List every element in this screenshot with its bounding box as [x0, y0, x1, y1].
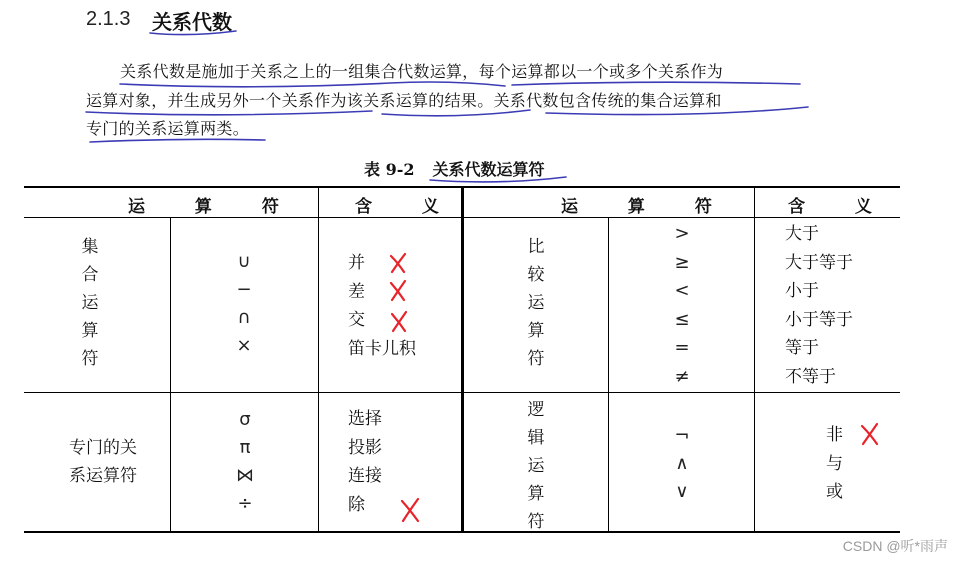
- paragraph-line-3: 专门的关系运算两类。: [86, 119, 250, 138]
- compare-ops-meanings: 大于 大于等于 小于 小于等于 等于 不等于: [785, 224, 853, 387]
- underline-section-title: [150, 31, 236, 35]
- header-operator-left: 运 算 符: [128, 197, 301, 217]
- underline-caption: [430, 177, 566, 182]
- relational-ops-meanings: 选择 投影 连接 除: [348, 409, 382, 515]
- cross-mark-not: [862, 424, 877, 444]
- caption-title: 关系代数运算符: [432, 160, 545, 179]
- caption-label: 表 9-2: [364, 160, 415, 179]
- compare-ops-symbols: > ≥ < ≤ = ≠: [674, 223, 690, 387]
- underline-para-2a: [86, 111, 372, 115]
- cross-mark-division: [402, 499, 418, 521]
- underline-para-2c: [546, 107, 808, 115]
- logic-ops-meanings: 非 与 或: [826, 425, 843, 502]
- header-meaning-right: 含 义: [788, 197, 894, 217]
- header-meaning-left: 含 义: [355, 197, 461, 217]
- cross-mark-union: [391, 254, 405, 272]
- header-operator-right: 运 算 符: [561, 197, 734, 217]
- logic-ops-category: 逻 辑 运 算 符: [527, 400, 545, 532]
- relational-ops-category: 专门的关 系运算符: [69, 438, 137, 486]
- underline-para-1b: [512, 82, 800, 85]
- underline-para-1a: [120, 82, 505, 87]
- cross-mark-intersection: [392, 312, 406, 331]
- paragraph-line-1: 关系代数是施加于关系之上的一组集合代数运算，每个运算都以一个或多个关系作为: [120, 62, 724, 81]
- section-number: 2.1.3: [86, 8, 131, 30]
- section-title: 关系代数: [152, 10, 232, 34]
- underline-para-3: [90, 139, 265, 142]
- set-ops-meanings: 并 差 交 笛卡儿积: [348, 253, 416, 359]
- set-ops-symbols: ∪ − ∩ ×: [236, 251, 252, 356]
- logic-ops-symbols: ¬ ∧ ∨: [674, 425, 690, 502]
- set-ops-category: 集 合 运 算 符: [81, 237, 99, 369]
- compare-ops-category: 比 较 运 算 符: [527, 237, 545, 369]
- paragraph-line-2: 运算对象，并生成另外一个关系作为该关系运算的结果。关系代数包含传统的集合运算和: [86, 91, 722, 110]
- underline-para-2b: [382, 110, 530, 116]
- watermark: CSDN @听*雨声: [842, 538, 948, 554]
- cross-mark-difference: [391, 281, 405, 300]
- relational-ops-symbols: σ π ⋈ ÷: [236, 409, 254, 514]
